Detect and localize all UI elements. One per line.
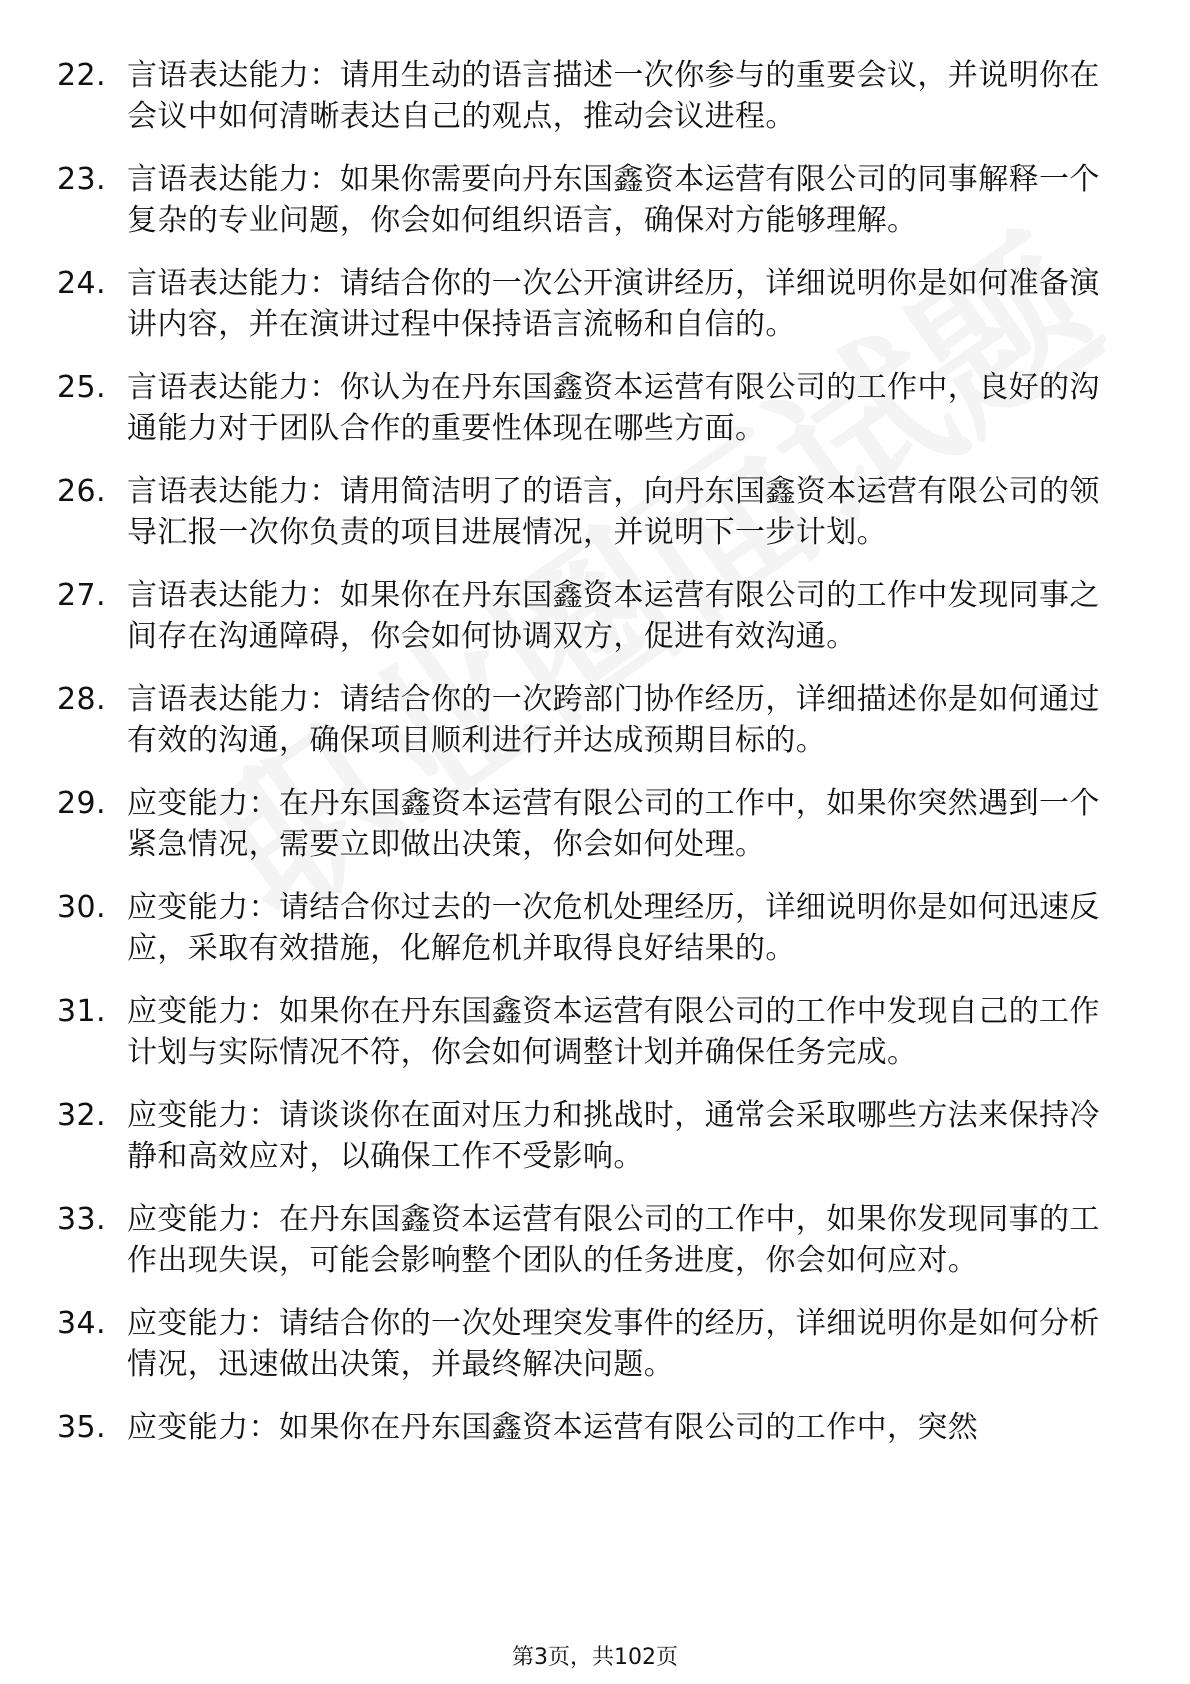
page-footer: 第3页，共102页	[512, 1645, 678, 1670]
question-item	[0, 991, 1190, 1073]
question-item	[0, 887, 1190, 969]
question-number: 33.	[57, 1202, 106, 1237]
question-item	[0, 367, 1190, 449]
question-list	[0, 55, 1190, 1470]
question-text: 应变能力：在丹东国鑫资本运营有限公司的工作中，如果你突然遇到一个紧急情况，需要立即做出决策，你会如何处理。	[127, 786, 1100, 862]
question-number: 30.	[57, 890, 106, 925]
question-number: 26.	[57, 474, 106, 509]
question-item	[0, 679, 1190, 761]
question-text: 言语表达能力：请结合你的一次跨部门协作经历，详细描述你是如何通过有效的沟通，确保项目顺利进行并达成预期目标的。	[127, 682, 1100, 758]
question-item	[0, 159, 1190, 241]
question-item	[0, 471, 1190, 553]
question-item	[0, 575, 1190, 657]
question-text: 应变能力：请结合你过去的一次危机处理经历，详细说明你是如何迅速反应，采取有效措施，化解危机并取得良好结果的。	[127, 890, 1100, 966]
question-number: 29.	[57, 786, 106, 821]
question-item	[0, 55, 1190, 137]
question-number: 25.	[57, 370, 106, 405]
question-number: 23.	[57, 162, 106, 197]
question-item	[0, 1199, 1190, 1281]
question-number: 35.	[57, 1410, 106, 1445]
question-text: 言语表达能力：你认为在丹东国鑫资本运营有限公司的工作中，良好的沟通能力对于团队合作的重要性体现在哪些方面。	[127, 370, 1100, 446]
question-text: 应变能力：请结合你的一次处理突发事件的经历，详细说明你是如何分析情况，迅速做出决策，并最终解决问题。	[127, 1306, 1100, 1382]
question-text: 应变能力：请谈谈你在面对压力和挑战时，通常会采取哪些方法来保持冷静和高效应对，以确保工作不受影响。	[127, 1098, 1100, 1174]
question-number: 34.	[57, 1306, 106, 1341]
question-item	[0, 263, 1190, 345]
question-number: 22.	[57, 58, 106, 93]
question-number: 32.	[57, 1098, 106, 1133]
question-text: 言语表达能力：请用简洁明了的语言，向丹东国鑫资本运营有限公司的领导汇报一次你负责的项目进展情况，并说明下一步计划。	[127, 474, 1100, 550]
question-number: 28.	[57, 682, 106, 717]
question-text: 言语表达能力：如果你需要向丹东国鑫资本运营有限公司的同事解释一个复杂的专业问题，你会如何组织语言，确保对方能够理解。	[127, 162, 1100, 238]
question-number: 24.	[57, 266, 106, 301]
question-text: 应变能力：如果你在丹东国鑫资本运营有限公司的工作中发现自己的工作计划与实际情况不符，你会如何调整计划并确保任务完成。	[127, 994, 1100, 1070]
question-item	[0, 1095, 1190, 1177]
question-item	[0, 1303, 1190, 1385]
question-number: 31.	[57, 994, 106, 1029]
question-number: 27.	[57, 578, 106, 613]
question-text: 言语表达能力：请用生动的语言描述一次你参与的重要会议，并说明你在会议中如何清晰表达自己的观点，推动会议进程。	[127, 58, 1100, 134]
question-item	[0, 1407, 1190, 1448]
question-text: 应变能力：如果你在丹东国鑫资本运营有限公司的工作中，突然	[127, 1410, 979, 1445]
question-text: 言语表达能力：请结合你的一次公开演讲经历，详细说明你是如何准备演讲内容，并在演讲过程中保持语言流畅和自信的。	[127, 266, 1100, 342]
question-text: 言语表达能力：如果你在丹东国鑫资本运营有限公司的工作中发现同事之间存在沟通障碍，你会如何协调双方，促进有效沟通。	[127, 578, 1100, 654]
question-text: 应变能力：在丹东国鑫资本运营有限公司的工作中，如果你发现同事的工作出现失误，可能会影响整个团队的任务进度，你会如何应对。	[127, 1202, 1100, 1278]
question-item	[0, 783, 1190, 865]
